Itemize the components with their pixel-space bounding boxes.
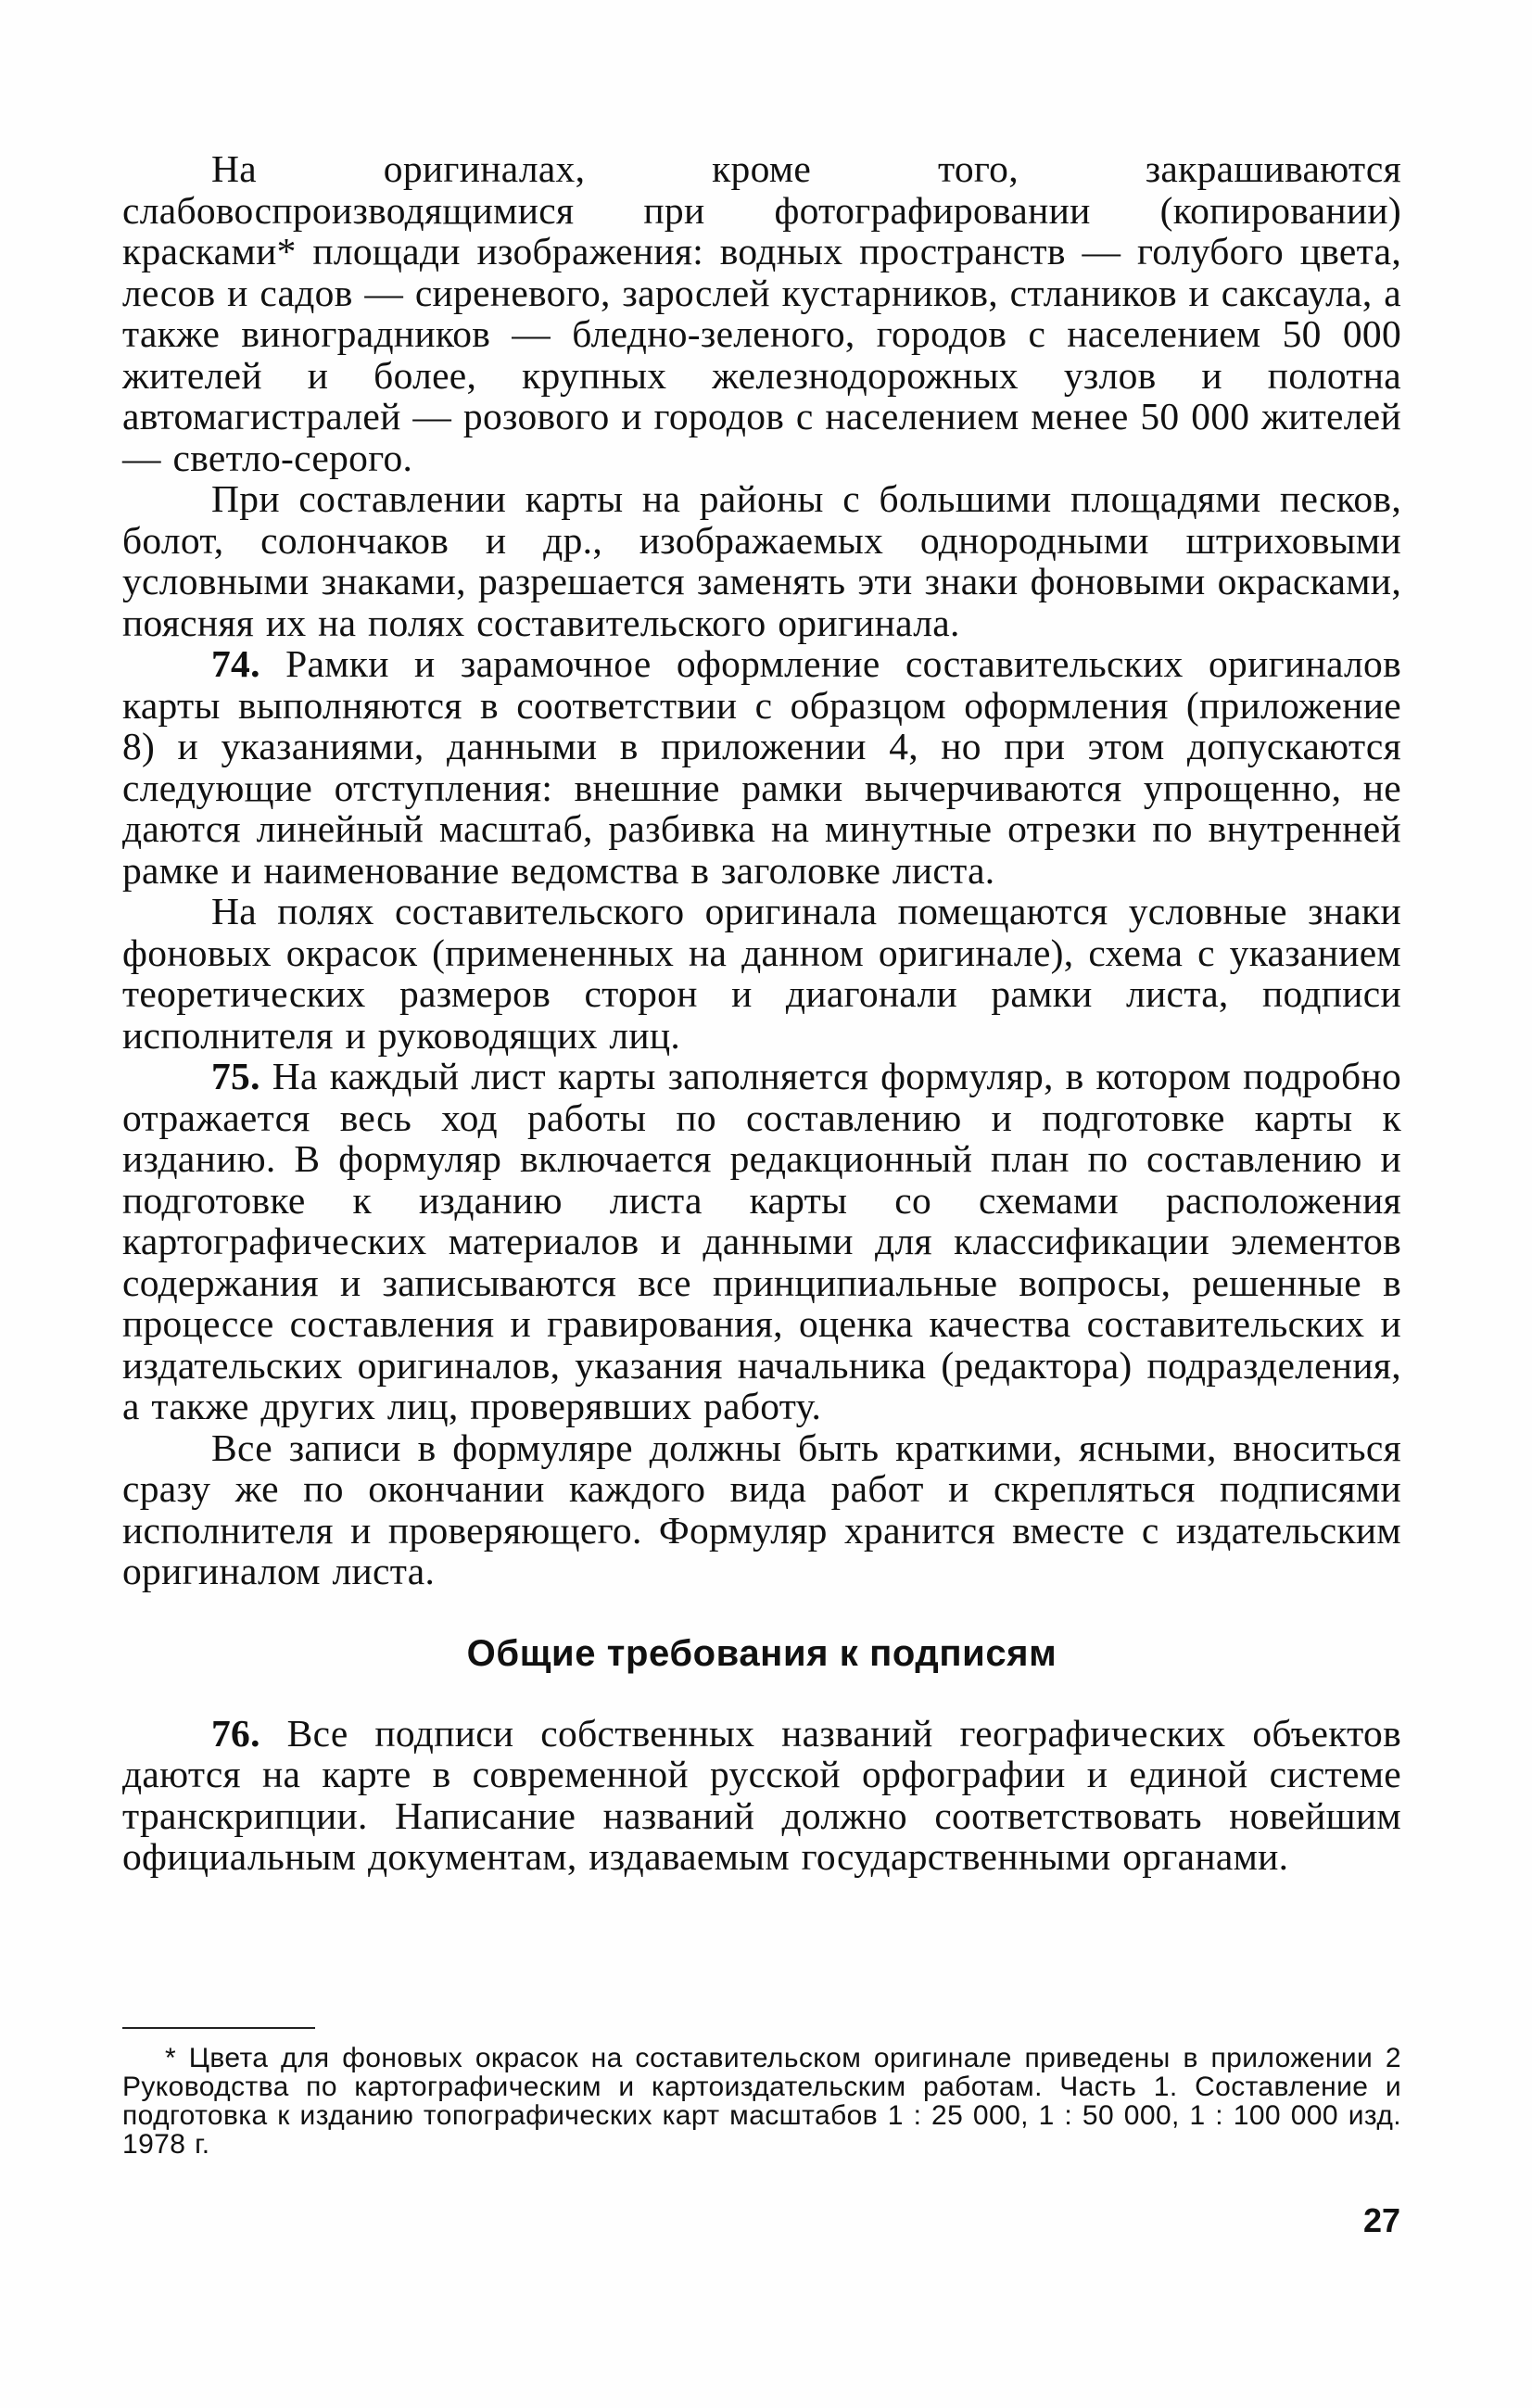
paragraph-area-fills: При составлении карты на районы с большими площадями песков, болот, солончаков и др., изображаемых однородными штриховыми условными знаками, разрешается заменять эти знаки фоновыми окрасками, поясняя их на полях составительского оригинала. [122,477,1401,644]
item-74-text: Рамки и зарамочное оформление составительских оригиналов карты выполняются в соответствии с образцом оформления (приложение 8) и указаниями, данными в приложении 4, но при этом допускаются следующие отступления: внешние рамки вычерчиваются упрощенно, не даются линейный масштаб, разбивка на минутные отрезки по внутренней рамке и наименование ведомства в заголовке листа. [122,642,1401,892]
paragraph-formulyar-records: Все записи в формуляре должны быть краткими, ясными, вноситься сразу же по окончании каждого вида работ и скрепляться подписями исполнителя и проверяющего. Формуляр хранится вместе с издательским оригиналом листа. [122,1426,1401,1592]
page-number: 27 [1362,2201,1400,2239]
paragraph-margins: На полях составительского оригинала помещаются условные знаки фоновых окрасок (примененных на данном оригинале), схема с указанием теоретических размеров сторон и диагонали рамки листа, подписи исполнителя и руководящих лиц. [122,890,1401,1057]
section-heading: Общие требования к подписям [466,1632,1057,1674]
paragraph-item-76 [122,1713,1401,1878]
item-76-number: 76. [211,1711,260,1755]
paragraph-colors: На оригиналах, кроме того, закрашиваются слабовоспроизводящимися при фотографировании (копировании) красками* площади изображения: водных пространств — голубого цвета, лесов и садов — сиреневого, зарослей кустарников, стлаников и саксаула, а также виноградников — бледно-зеленого, городов с населением 50 000 жителей и более, крупных железнодорожных узлов и полотна автомагистралей — розового и городов с населением менее 50 000 жителей — светло-серого. [122,147,1401,479]
item-76-text: Все подписи собственных названий географических объектов даются на карте в современной русской орфографии и единой системе транскрипции. Написание названий должно соответствовать новейшим официальным документам, издаваемым государственными органами. [122,1711,1401,1878]
main-text-column [122,148,1401,1878]
item-75-number: 75. [211,1055,260,1097]
item-75-text: На каждый лист карты заполняется формуляр, в котором подробно отражается весь ход работы по составлению и подготовке карты к изданию. В формуляр включается редакционный план по составлению и подготовке к изданию листа карты со схемами расположения картографических материалов и данными для классификации элементов содержания и записываются все принципиальные вопросы, решенные в процессе составления и гравирования, оценка качества составительских и издательских оригиналов, указания начальника (редактора) подразделения, а также других лиц, проверявших работу. [122,1055,1401,1427]
item-74-number: 74. [211,642,260,685]
footnote: * Цвета для фоновых окрасок на составительском оригинале приведены в приложении 2 Руководства по картографическим и картоиздательским работам. Часть 1. Составление и подготовка к изданию топографических карт масштабов 1 : 25 000, 1 : 50 000, 1 : 100 000 изд. 1978 г. [122,2043,1401,2160]
paragraph-item-75 [122,1056,1401,1427]
paragraph-item-74 [122,643,1401,891]
footnote-divider [122,2027,315,2029]
